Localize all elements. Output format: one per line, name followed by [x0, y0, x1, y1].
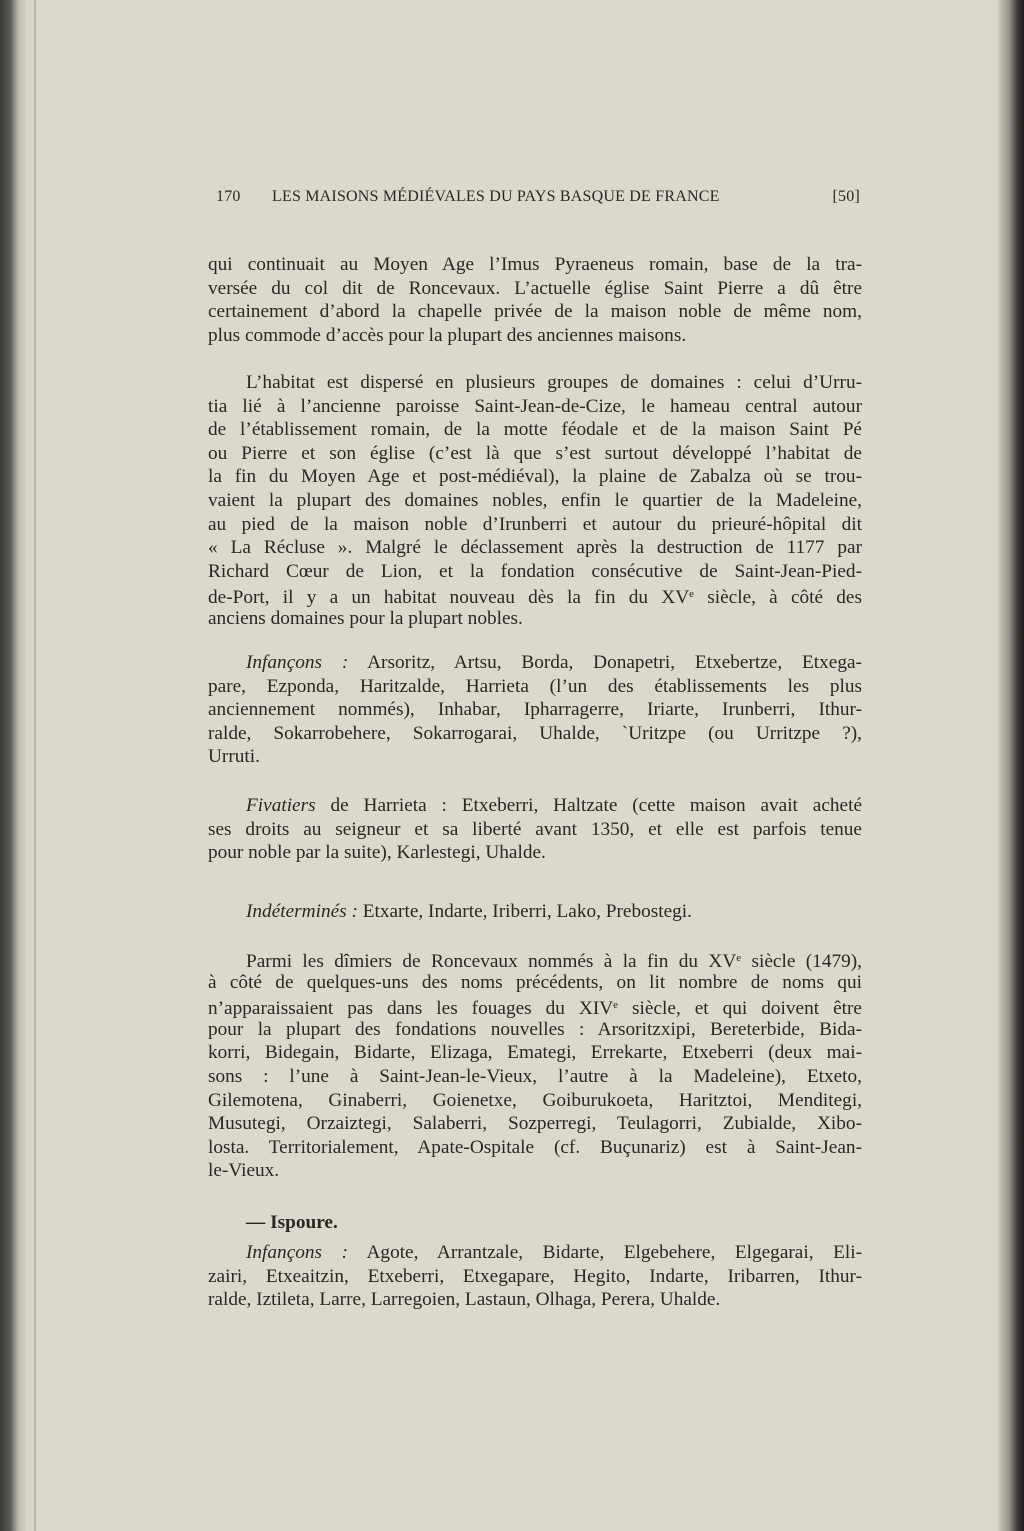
text-line [208, 277, 862, 301]
text-segment: Richard Cœur de Lion, et la fondation consécutive de Saint-Jean-Pied- [208, 560, 862, 582]
text-segment: au pied de la maison noble d’Irunberri et autour du prieuré-hôpital dit [208, 513, 862, 535]
paragraph-habitat [208, 371, 862, 631]
text-line [208, 371, 862, 395]
text-line [208, 300, 862, 324]
text-line [208, 1288, 862, 1312]
text-segment: la fin du Moyen Age et post-médiéval), la plaine de Zabalza où se trou- [208, 466, 862, 488]
text-segment: siècle (1479), [741, 951, 862, 972]
text-segment: qui continuait au Moyen Age l’Imus Pyraeneus romain, base de la tra- [208, 254, 862, 275]
superscript: e [736, 952, 742, 964]
text-segment: Musutegi, Orzaiztegi, Salaberri, Sozperregi, Teulagorri, Zubialde, Xibo- [208, 1113, 862, 1135]
book-binding-left [0, 0, 26, 1531]
text-segment: korri, Bidegain, Bidarte, Elizaga, Emategi, Errekarte, Etxeberri (deux mai- [208, 1042, 862, 1064]
italic-term: Infançons : [246, 652, 349, 673]
text-segment: à côté de quelques-uns des noms précédents, on lit nombre de noms qui [208, 971, 862, 993]
text-segment: « La Récluse ». Malgré le déclassement après la destruction de 1177 par [208, 537, 862, 559]
bold-heading: — Ispoure. [246, 1212, 338, 1233]
text-line [208, 607, 862, 631]
paragraph-infancons [208, 651, 862, 769]
text-segment: ralde, Iztileta, Larre, Larregoien, Lastaun, Olhaga, Perera, Uhalde. [208, 1289, 721, 1311]
text-line [208, 971, 862, 995]
text-segment: de-Port, il y a un habitat nouveau dès la fin du XV [208, 587, 690, 609]
text-line [208, 651, 862, 675]
text-line [208, 418, 862, 442]
text-segment: Gilemotena, Ginaberri, Goienetxe, Goiburukoeta, Haritztoi, Menditegi, [208, 1089, 862, 1111]
text-line [208, 465, 862, 489]
book-edge-right [998, 0, 1024, 1531]
running-title: LES MAISONS MÉDIÉVALES DU PAYS BASQUE DE FRANCE [272, 188, 720, 205]
text-line [208, 560, 862, 584]
text-segment: pare, Ezponda, Haritzalde, Harrieta (l’un des établissements les plus [208, 675, 862, 697]
text-line [208, 947, 862, 971]
text-segment: L’habitat est dispersé en plusieurs groupes de domaines : celui d’Urru- [246, 372, 862, 393]
text-line [208, 1211, 862, 1235]
text-line [208, 818, 862, 842]
text-segment: Etxarte, Indarte, Iriberri, Lako, Prebostegi. [357, 901, 692, 922]
paragraph-intro [208, 253, 862, 347]
paragraph-fivatiers [208, 794, 862, 865]
text-segment: ralde, Sokarrobehere, Sokarrogarai, Uhalde, `Uritzpe (ou Urritzpe ?), [208, 722, 862, 744]
text-line [208, 994, 862, 1018]
text-line [208, 1265, 862, 1289]
text-line [208, 722, 862, 746]
text-line [208, 442, 862, 466]
paragraph-ispoure-infancons [208, 1241, 862, 1312]
text-segment: Arsoritz, Artsu, Borda, Donapetri, Etxebertze, Etxega- [348, 652, 862, 673]
text-segment: de l’établissement romain, de la motte féodale et de la maison Saint Pé [208, 419, 862, 441]
text-segment: vaient la plupart des domaines nobles, enfin le quartier de la Madeleine, [208, 489, 862, 511]
text-segment: losta. Territorialement, Apate-Ospitale (cf. Buçunariz) est à Saint-Jean- [208, 1136, 862, 1158]
text-line [208, 1136, 862, 1160]
text-segment: certainement d’abord la chapelle privée de la maison noble de même nom, [208, 301, 862, 323]
text-segment: tia lié à l’ancienne paroisse Saint-Jean-de-Cize, le hameau central autour [208, 395, 862, 417]
paragraph-dimiers [208, 947, 862, 1183]
text-line [208, 1065, 862, 1089]
text-segment: le-Vieux. [208, 1160, 280, 1182]
text-segment: pour noble par la suite), Karlestegi, Uhalde. [208, 842, 546, 864]
text-segment: plus commode d’accès pour la plupart des anciennes maisons. [208, 324, 687, 346]
text-line [208, 1018, 862, 1042]
text-line [208, 1089, 862, 1113]
superscript: e [689, 588, 695, 601]
text-segment: anciennement nommés), Inhabar, Ipharragerre, Iriarte, Irunberri, Ithur- [208, 699, 862, 721]
text-line [208, 395, 862, 419]
text-segment: ou Pierre et son église (c’est là que s’est surtout développé l’habitat de [208, 442, 862, 464]
text-segment: de Harrieta : Etxeberri, Haltzate (cette maison avait acheté [315, 795, 862, 816]
section-heading-ispoure [208, 1211, 862, 1235]
text-segment: zairi, Etxeaitzin, Etxeberri, Etxegapare, Hegito, Indarte, Iribarren, Ithur- [208, 1265, 862, 1287]
text-segment: n’apparaissaient pas dans les fouages du XIV [208, 998, 614, 1020]
text-line [208, 489, 862, 513]
original-page-number: [50] [832, 188, 860, 205]
text-segment: anciens domaines pour la plupart nobles. [208, 607, 523, 629]
italic-term: Fivatiers [246, 795, 316, 816]
italic-term: Infançons : [246, 1242, 349, 1263]
text-line [208, 583, 862, 607]
text-line [208, 1241, 862, 1265]
text-line [208, 1041, 862, 1065]
text-segment: sons : l’une à Saint-Jean-le-Vieux, l’autre à la Madeleine), Etxeto, [208, 1065, 862, 1087]
text-line [208, 675, 862, 699]
text-line [208, 253, 862, 277]
text-line [208, 536, 862, 560]
text-line [208, 513, 862, 537]
running-header [216, 188, 860, 206]
superscript: e [613, 999, 619, 1012]
text-segment: Urruti. [208, 746, 260, 768]
text-segment: ses droits au seigneur et sa liberté avant 1350, et elle est parfois tenue [208, 818, 862, 840]
text-line [208, 745, 862, 769]
text-line [208, 900, 862, 924]
text-segment: Agote, Arrantzale, Bidarte, Elgebehere, Elgegarai, Eli- [348, 1242, 862, 1263]
text-line [208, 841, 862, 865]
text-line [208, 1112, 862, 1136]
text-segment: siècle, et qui doivent être [618, 998, 862, 1020]
text-segment: versée du col dit de Roncevaux. L’actuelle église Saint Pierre a dû être [208, 277, 862, 299]
text-line [208, 698, 862, 722]
italic-term: Indéterminés : [246, 901, 358, 922]
text-segment: Parmi les dîmiers de Roncevaux nommés à la fin du XV [246, 951, 737, 972]
text-segment: siècle, à côté des [694, 587, 862, 609]
page-number: 170 [216, 188, 241, 205]
text-segment: pour la plupart des fondations nouvelles : Arsoritzxipi, Bereterbide, Bida- [208, 1018, 862, 1040]
text-line [208, 794, 862, 818]
text-line [208, 1159, 862, 1183]
paragraph-indetermines [208, 900, 862, 924]
text-line [208, 324, 862, 348]
